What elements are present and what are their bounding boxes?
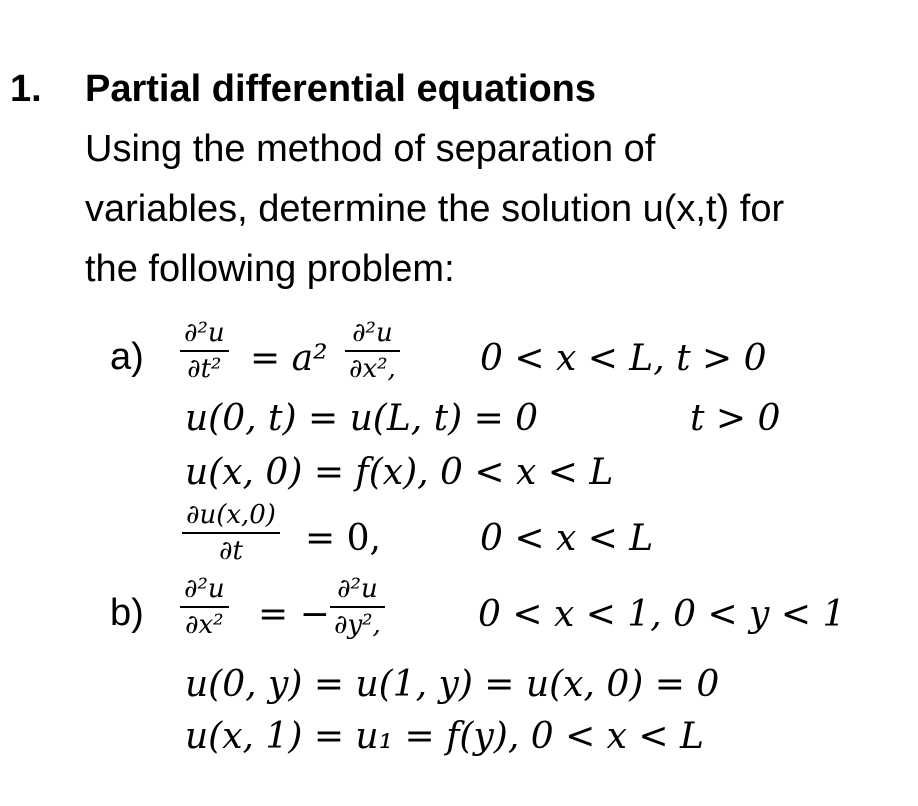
part-b-pde-lhs-denominator: ∂x² — [185, 610, 224, 640]
part-a-boundary-condition: u(0, t) = u(L, t) = 0 — [185, 398, 539, 439]
part-a-ic2-rhs: = 0, — [305, 518, 381, 559]
part-a-ic2-numerator: ∂u(x,0) — [186, 500, 276, 530]
part-b-pde-lhs-numerator: ∂²u — [184, 574, 225, 604]
fraction-bar — [345, 350, 400, 352]
problem-number: 1. — [10, 68, 42, 110]
intro-line-1: Using the method of separation of — [85, 128, 656, 170]
fraction-bar — [330, 606, 385, 608]
intro-line-2: variables, determine the solution u(x,t) for — [85, 188, 785, 230]
part-a-initial-condition-1: u(x, 0) = f(x), 0 < x < L — [185, 452, 614, 493]
part-a-boundary-domain: t > 0 — [690, 398, 781, 439]
part-a-pde-rhs-fraction — [345, 318, 400, 384]
part-a-ic2-domain: 0 < x < L — [480, 518, 654, 559]
fraction-bar — [180, 606, 229, 608]
part-a-ic2-denominator: ∂t — [219, 536, 243, 566]
part-b-pde-lhs-fraction — [180, 574, 229, 640]
fraction-bar — [180, 350, 229, 352]
part-a-pde-rhs-denominator: ∂x², — [349, 354, 396, 384]
part-b-label: b) — [110, 592, 144, 634]
part-b-pde-rhs-numerator: ∂²u — [337, 574, 378, 604]
part-b-pde-rhs-fraction — [330, 574, 385, 640]
part-b-pde-middle: = − — [258, 594, 330, 635]
part-b-pde-rhs-denominator: ∂y², — [334, 610, 381, 640]
part-a-pde-middle: = a² — [250, 338, 328, 379]
part-b-boundary-condition-2: u(x, 1) = u₁ = f(y), 0 < x < L — [185, 716, 704, 757]
part-a-pde-lhs-numerator: ∂²u — [184, 318, 225, 348]
part-a-label: a) — [110, 336, 144, 378]
part-a-ic2-fraction — [182, 500, 280, 566]
part-b-pde-domain: 0 < x < 1, 0 < y < 1 — [478, 594, 846, 635]
intro-line-3: the following problem: — [85, 248, 455, 290]
part-a-pde-domain: 0 < x < L, t > 0 — [480, 338, 767, 379]
part-a-pde-lhs-denominator: ∂t² — [187, 354, 222, 384]
part-a-pde-rhs-numerator: ∂²u — [352, 318, 393, 348]
part-a-pde-lhs-fraction — [180, 318, 229, 384]
fraction-bar — [182, 532, 280, 534]
part-b-boundary-condition-1: u(0, y) = u(1, y) = u(x, 0) = 0 — [185, 664, 720, 705]
problem-title: Partial differential equations — [85, 68, 596, 110]
